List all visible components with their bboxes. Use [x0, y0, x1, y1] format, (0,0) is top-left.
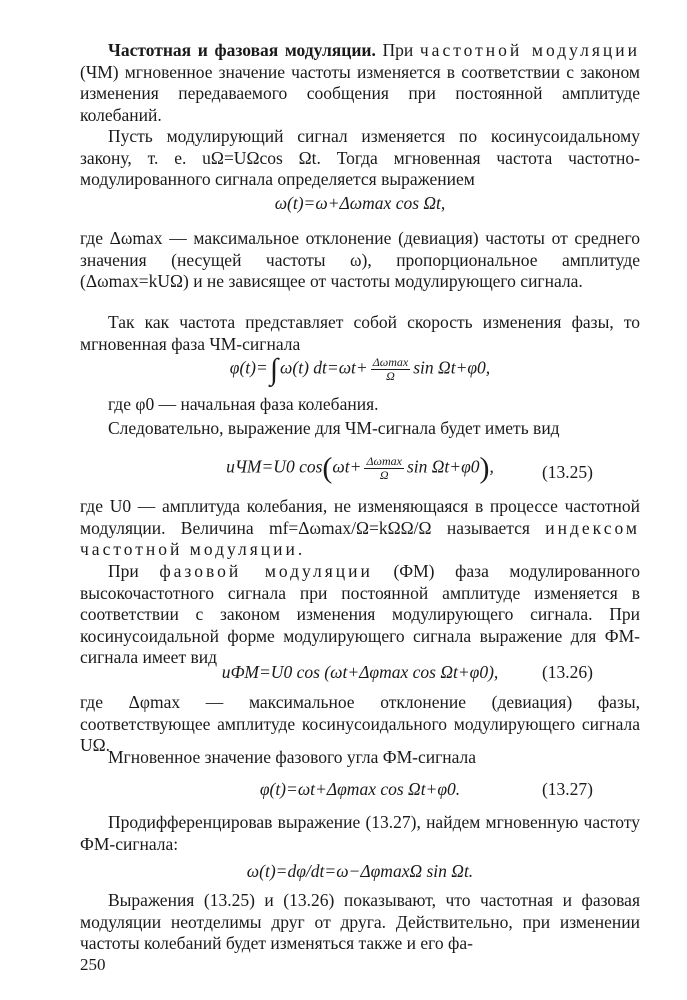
eq5-text: φ(t)=ωt+Δφmax cos Ωt+φ0.	[259, 779, 461, 799]
paragraph-differentiation: Продифференцировав выражение (13.27), найдем мгновенную частоту ФМ-сигнала:	[80, 812, 640, 854]
amplitude-text: где U0 — амплитуда колебания, не изменяющаяся в процессе частотной модуляции. Величина mf=Δωmax/Ω=kΩΩ/Ω называется	[80, 496, 640, 538]
pm-lead: При	[108, 561, 160, 581]
equation-instant-phase	[80, 352, 640, 386]
paragraph-initial-phase: где φ0 — начальная фаза колебания.	[108, 394, 379, 414]
equation-number: (13.27)	[541, 779, 593, 799]
paragraph-intro	[80, 40, 640, 126]
eq3-lhs: uЧМ=U0 cos	[226, 456, 323, 477]
intro-lead: При	[375, 40, 420, 60]
eq3-b: sin Ωt+φ0	[406, 456, 480, 477]
paragraph-amplitude	[80, 496, 640, 561]
term-fm-index: индексом частотной модуляции.	[80, 517, 640, 559]
eq3-denominator: Ω	[379, 468, 389, 482]
paragraph-phase: Так как частота представляет собой скорость изменения фазы, то мгновенная фаза ЧМ-сигнала	[80, 312, 640, 354]
paragraph-conclusion: Выражения (13.25) и (13.26) показывают, что частотная и фазовая модуляции неотделимы друг от друга. Действительно, при изменении частоты колебаний будет изменяться также и его фа-	[80, 890, 640, 953]
paragraph-modulating-signal: Пусть модулирующий сигнал изменяется по косинусоидальному закону, т. е. uΩ=UΩcos Ωt. Тогда мгновенная частота частотно-модулированного сигнала определяется выражением	[80, 126, 640, 189]
equation-number: (13.25)	[541, 462, 593, 482]
left-paren: (	[322, 451, 333, 485]
equation-pm-frequency: ω(t)=dφ/dt=ω−ΔφmaxΩ sin Ωt.	[246, 861, 474, 881]
eq2-lhs: φ(t)=	[229, 357, 268, 378]
page-number: 250	[80, 955, 106, 974]
right-paren: )	[479, 451, 490, 485]
paragraph-pm	[80, 561, 640, 669]
eq2-rhs: sin Ωt+φ0,	[413, 357, 491, 378]
paragraph-fm-signal: Следовательно, выражение для ЧМ-сигнала будет иметь вид	[108, 418, 560, 438]
equation-instant-frequency: ω(t)=ω+Δωmax cos Ωt,	[274, 193, 446, 213]
section-title: Частотная и фазовая модуляции.	[108, 40, 376, 60]
equation-13-27	[80, 778, 640, 800]
term-pm: фазовой модуляции	[159, 561, 373, 581]
equation-number: (13.26)	[541, 662, 593, 682]
eq4-text: uФМ=U0 cos (ωt+Δφmax cos Ωt+φ0),	[221, 662, 499, 682]
intro-rest: (ЧМ) мгновенное значение частоты изменяется в соответствии с законом изменения передаваемого сообщения при постоянной амплитуде колебаний.	[80, 61, 640, 125]
eq3-a: ωt+	[332, 456, 362, 477]
paragraph-phase-angle: Мгновенное значение фазового угла ФМ-сигнала	[108, 747, 477, 767]
eq2-mid: ω(t) dt=ωt+	[280, 357, 368, 378]
eq2-denominator: Ω	[386, 369, 395, 383]
pm-rest: (ФМ) фаза модулированного высокочастотного сигнала при постоянной амплитуде изменяется в соответствии с законом изменения модулирующего сигнала. При косинусоидальной форме модулирующего сигнала выражение для ФМ-сигнала имеет вид	[80, 561, 640, 667]
paragraph-deviation: где Δωmax — максимальное отклонение (девиация) частоты от среднего значения (несущей частоты ω), пропорциональное амплитуде (Δωmax=kUΩ) и не зависящее от частоты модулирующего сигнала.	[80, 228, 640, 291]
eq2-numerator: Δωmax	[372, 355, 409, 369]
eq3-numerator: Δωmax	[366, 454, 402, 468]
paragraph-phase-deviation: где Δφmax — максимальное отклонение (девиация) фазы, соответствующее амплитуде косинусоидального модулирующего сигнала UΩ.	[80, 692, 640, 755]
eq2-fraction	[371, 356, 411, 383]
integral-sign: ∫	[269, 352, 279, 386]
eq3-fraction	[364, 455, 404, 482]
equation-13-26	[80, 661, 640, 683]
term-fm: частотной модуляции	[419, 40, 640, 60]
equation-13-25: uЧМ=U0 cos(ωt+ $\frac{\Delta\omega\max}{\Omega}$ sin Ωt+φ0), (13.25)	[226, 451, 593, 485]
